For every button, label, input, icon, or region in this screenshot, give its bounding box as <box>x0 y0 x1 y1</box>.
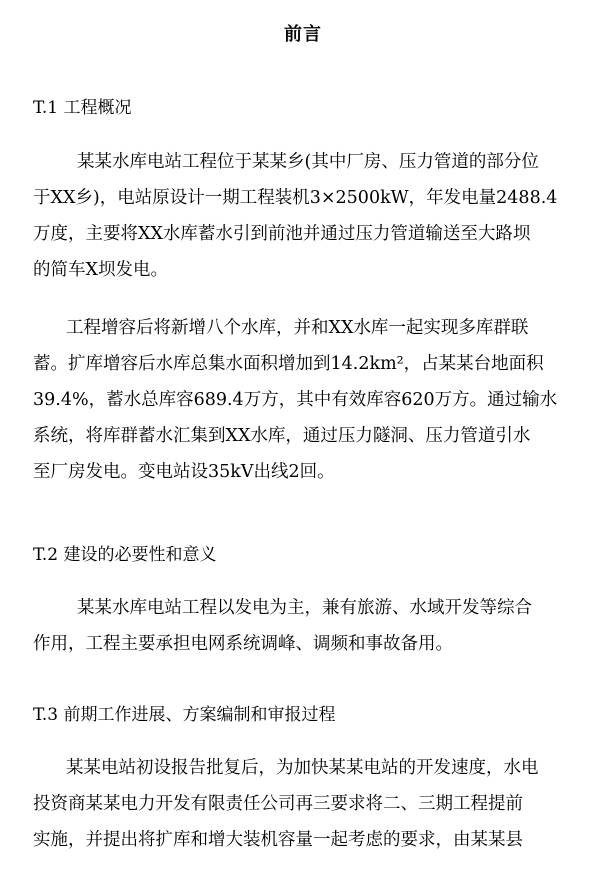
section-heading-t3: T.3 前期工作进展、方案编制和审报过程 <box>33 705 336 725</box>
paragraph-line: 39.4%，蓄水总库容689.4万方，其中有效库容620万方。通过输水 <box>33 390 558 410</box>
paragraph-line: 系统，将库群蓄水汇集到XX水库，通过压力隧洞、压力管道引水 <box>33 426 531 446</box>
paragraph-project-location <box>33 144 593 288</box>
paragraph-line: 某某水库电站工程位于某某乡(其中厂房、压力管道的部分位 <box>77 152 539 172</box>
paragraph-line: 某某电站初设报告批复后，为加快某某电站的开发速度，水电 <box>66 758 539 778</box>
paragraph-necessity <box>33 590 593 662</box>
paragraph-line: 实施，并提出将扩库和增大装机容量一起考虑的要求，由某某县 <box>33 830 523 850</box>
section-heading-t2: T.2 建设的必要性和意义 <box>33 545 217 565</box>
document-title: 前言 <box>284 24 322 45</box>
section-heading-t1: T.1 工程概况 <box>33 98 132 118</box>
paragraph-line: 某某水库电站工程以发电为主，兼有旅游、水域开发等综合 <box>77 598 532 618</box>
paragraph-line: 作用，工程主要承担电网系统调峰、调频和事故备用。 <box>33 634 453 654</box>
paragraph-line: 至厂房发电。变电站设35kV出线2回。 <box>33 462 335 482</box>
paragraph-capacity-expansion <box>33 310 593 490</box>
paragraph-preliminary-work <box>33 750 593 858</box>
paragraph-line: 蓄。扩库增容后水库总集水面积增加到14.2km²，占某某台地面积 <box>33 354 544 374</box>
paragraph-line: 于XX乡)，电站原设计一期工程装机3×2500kW，年发电量2488.4 <box>33 188 558 208</box>
paragraph-line: 的简车X坝发电。 <box>33 260 168 280</box>
paragraph-line: 万度，主要将XX水库蓄水引到前池并通过压力管道输送至大路坝 <box>33 224 531 244</box>
paragraph-line: 投资商某某电力开发有限责任公司再三要求将二、三期工程提前 <box>33 794 523 814</box>
paragraph-line: 工程增容后将新增八个水库，并和XX水库一起实现多库群联 <box>66 318 529 338</box>
